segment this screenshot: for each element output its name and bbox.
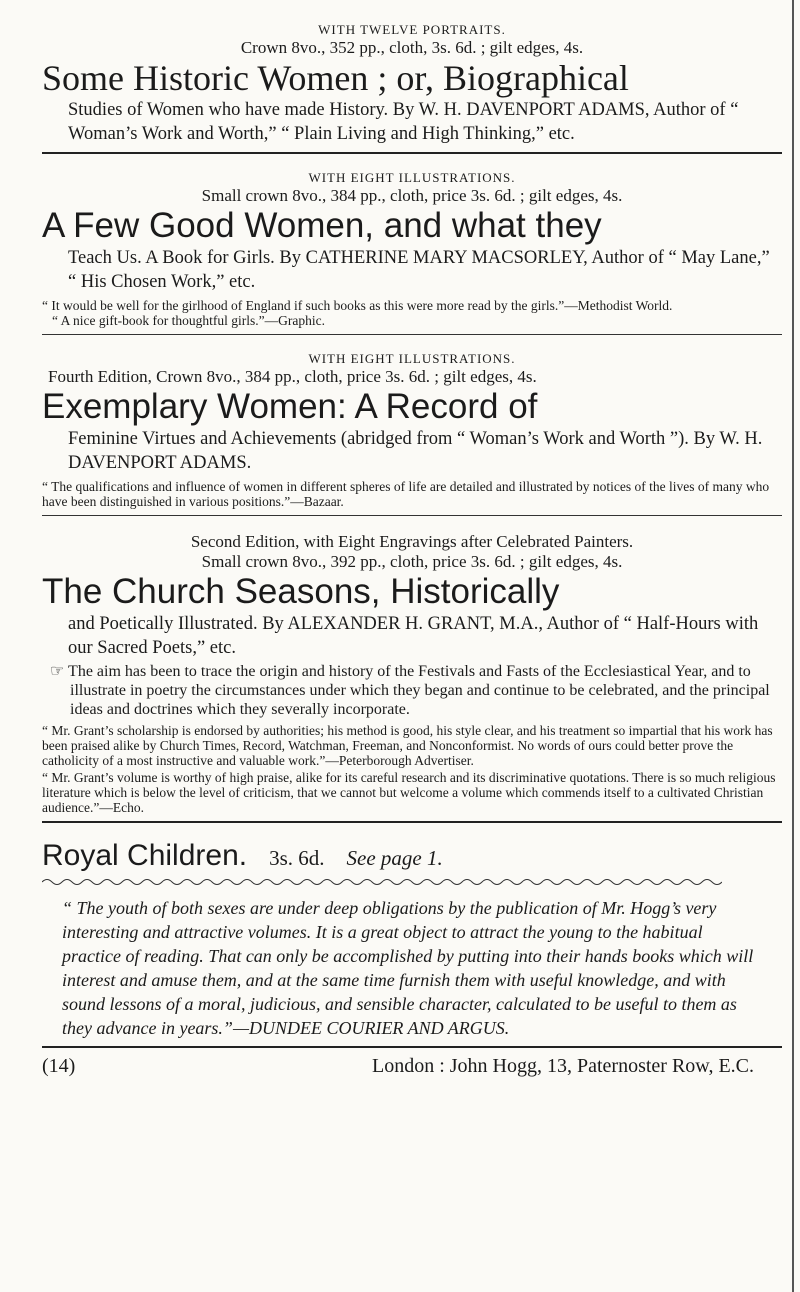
- book-entry-historic-women: [42, 22, 782, 154]
- page-reference: See page 1.: [346, 846, 443, 870]
- review-quote: “ The youth of both sexes are under deep obligations by the publication of Mr. Hogg’s very interesting and attractive volumes. It is a great object to attract the young to the habitual practice of reading. That can only be accomplished by putting into their hands books which will interest and amuse them, and at the same time furnish them with useful knowledge, and with sound lessons of a moral, judicious, and sensible character, calculated to be useful to them as they advance in years.”—DUNDEE COURIER AND ARGUS.: [62, 898, 754, 1038]
- book-entry-exemplary-women: [42, 351, 782, 516]
- divider: [42, 821, 782, 823]
- aim-paragraph: ☞ The aim has been to trace the origin and history of the Festivals and Fasts of the Ecclesiastical Year, and to illustrate in poetry the circumstances under which they began and continue to be celebrated, and the principal ideas and doctrines which they severally incorporate.: [50, 663, 770, 718]
- divider: [42, 152, 782, 154]
- illustration-note: WITH EIGHT ILLUSTRATIONS.: [308, 170, 516, 185]
- review-quote: “ It would be well for the girlhood of England if such books as this were more read by the girls.”—Methodist World.: [42, 298, 673, 313]
- book-title: Royal Children.: [42, 839, 248, 872]
- edition-note: Second Edition, with Eight Engravings after Celebrated Painters.: [190, 532, 634, 551]
- book-description: and Poetically Illustrated. By ALEXANDER H. GRANT, M.A., Author of “ Half-Hours with our Sacred Poets,” etc.: [68, 614, 759, 658]
- divider: [42, 1046, 782, 1048]
- publication-details: Small crown 8vo., 384 pp., cloth, price 3s. 6d. ; gilt edges, 4s.: [201, 186, 623, 205]
- divider: [42, 334, 782, 335]
- book-description: Teach Us. A Book for Girls. By CATHERINE MARY MACSORLEY, Author of “ May Lane,” “ His Chosen Work,” etc.: [68, 248, 770, 292]
- catalogue-page: [42, 22, 782, 1078]
- illustration-note: WITH EIGHT ILLUSTRATIONS.: [308, 351, 516, 366]
- review-quote: “ A nice gift-book for thoughtful girls.”—Graphic.: [52, 313, 325, 328]
- review-quote: “ Mr. Grant’s scholarship is endorsed by authorities; his method is good, his style clear, and his treatment so impartial that his work has been praised alike by Church Times, Record, Watchman, Freeman, and Nonconformist. No words of ours could better prove the catholicity of a most instructive and valuable work.”—Peterborough Advertiser.: [42, 723, 773, 768]
- book-title: A Few Good Women, and what they: [42, 206, 602, 245]
- book-entry-few-good-women: [42, 170, 782, 335]
- book-description: Feminine Virtues and Achievements (abridged from “ Woman’s Work and Worth ”). By W. H. DAVENPORT ADAMS.: [68, 429, 763, 473]
- page-number: (14): [42, 1055, 76, 1077]
- book-entry-church-seasons: [42, 532, 782, 823]
- book-title: The Church Seasons, Historically: [42, 572, 560, 611]
- book-entry-royal-children: [42, 839, 782, 1048]
- page-edge-rule: [792, 0, 794, 1292]
- book-title-line: [42, 839, 782, 873]
- publication-details: Small crown 8vo., 392 pp., cloth, price 3s. 6d. ; gilt edges, 4s.: [201, 552, 623, 571]
- review-quote: “ The qualifications and influence of women in different spheres of life are detailed and illustrated by notices of the lives of many who have been distinguished in various positions.”—Bazaar.: [42, 479, 770, 509]
- book-title: Some Historic Women ; or, Biographical: [42, 58, 629, 98]
- publisher-imprint: London : John Hogg, 13, Paternoster Row, E.C.: [371, 1055, 754, 1077]
- price: 3s. 6d.: [269, 846, 325, 870]
- publication-details: Fourth Edition, Crown 8vo., 384 pp., cloth, price 3s. 6d. ; gilt edges, 4s.: [48, 367, 537, 386]
- wavy-rule: [42, 877, 722, 887]
- publication-details: Crown 8vo., 352 pp., cloth, 3s. 6d. ; gilt edges, 4s.: [240, 38, 584, 57]
- illustration-note: WITH TWELVE PORTRAITS.: [318, 22, 506, 37]
- book-title: Exemplary Women: A Record of: [42, 387, 538, 426]
- book-description: Studies of Women who have made History. By W. H. DAVENPORT ADAMS, Author of “ Woman’s Work and Worth,” “ Plain Living and High Thinking,” etc.: [68, 100, 739, 144]
- page-footer: [42, 1054, 782, 1078]
- divider: [42, 515, 782, 516]
- review-quote: “ Mr. Grant’s volume is worthy of high praise, alike for its careful research and its discriminative quotations. There is so much religious literature which is below the level of criticism, that we cannot but welcome a volume which commends itself to a cultivated Christian audience.”—Echo.: [42, 770, 776, 815]
